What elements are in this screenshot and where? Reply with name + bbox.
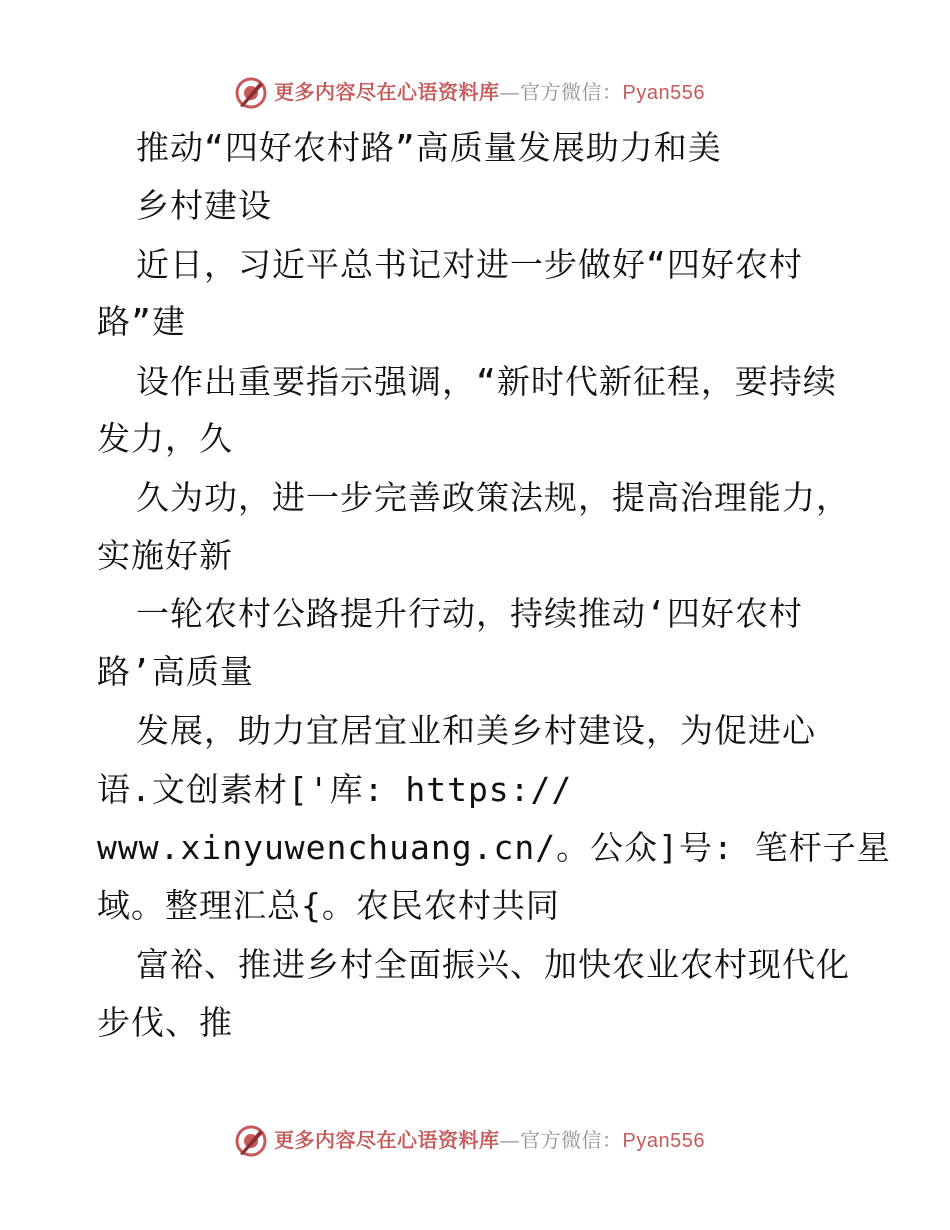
- footer-brand: 更多内容尽在心语资料库: [274, 1128, 500, 1152]
- line-12: 语.文创素材['库: https://: [97, 770, 573, 809]
- line-1: 推动“四好农村路”高质量发展助力和美: [136, 128, 722, 167]
- line-2: 乡村建设: [136, 186, 272, 225]
- quill-logo-icon: [234, 76, 268, 110]
- header-brand: 更多内容尽在心语资料库: [274, 80, 500, 104]
- footer-wechat: Pyan556: [622, 1130, 705, 1152]
- header-watermark-text: [274, 78, 705, 107]
- header-wechat: Pyan556: [622, 82, 705, 104]
- line-5: 设作出重要指示强调，“新时代新征程，要持续: [136, 362, 837, 401]
- line-3: 近日，习近平总书记对进一步做好“四好农村: [136, 245, 803, 284]
- line-10: 路’高质量: [97, 652, 254, 691]
- footer-watermark-text: [274, 1126, 705, 1155]
- line-7: 久为功，进一步完善政策法规，提高治理能力，: [136, 478, 850, 517]
- header-watermark: [0, 72, 950, 112]
- line-13: www.xinyuwenchuang.cn/。公众]号: 笔杆子星: [97, 828, 891, 867]
- line-16: 步伐、推: [97, 1003, 233, 1042]
- footer-watermark: [0, 1120, 950, 1160]
- line-14: 域。整理汇总{。农民农村共同: [97, 886, 560, 925]
- header-separator: —官方微信：: [499, 80, 623, 104]
- line-9: 一轮农村公路提升行动，持续推动‘四好农村: [136, 594, 803, 633]
- line-6: 发力，久: [97, 419, 233, 458]
- line-8: 实施好新: [97, 536, 233, 575]
- line-4: 路”建: [97, 302, 186, 341]
- quill-logo-icon: [234, 1124, 268, 1158]
- footer-separator: —官方微信：: [499, 1128, 623, 1152]
- line-15: 富裕、推进乡村全面振兴、加快农业农村现代化: [136, 945, 850, 984]
- line-11: 发展，助力宜居宜业和美乡村建设，为促进心: [136, 711, 816, 750]
